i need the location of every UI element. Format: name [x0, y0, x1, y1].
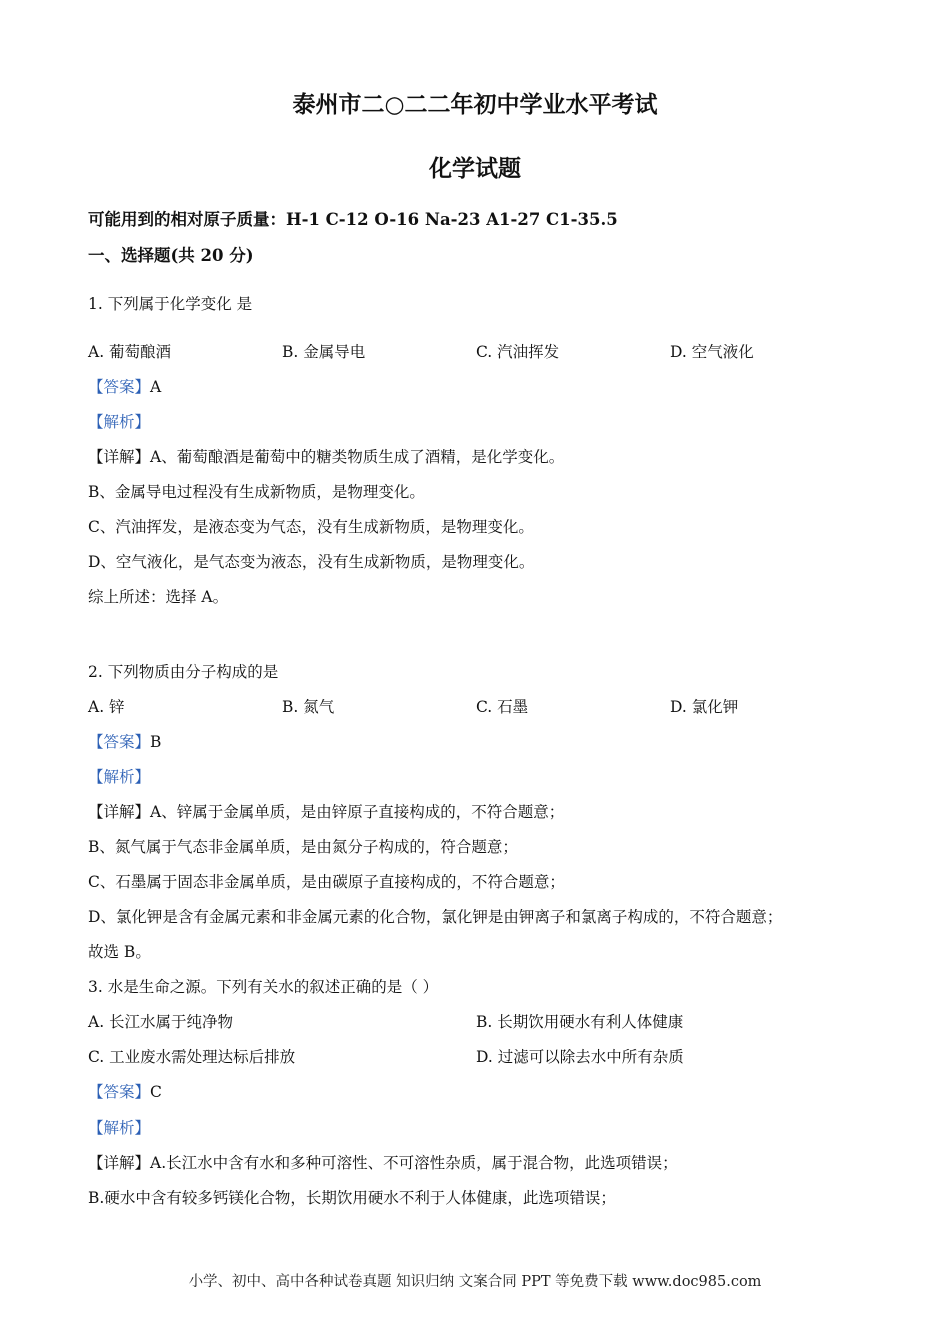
question-2-option-b: B. 氮气 [282, 698, 335, 716]
answer-value: B [150, 733, 162, 751]
answer-value: A [150, 378, 162, 396]
detail-tag: 【详解】 [88, 1154, 151, 1172]
atomic-masses: 可能用到的相对原子质量：H-1 C-12 O-16 Na-23 A1-27 C1-35.5 [88, 210, 618, 229]
detail-line: B、金属导电过程没有生成新物质，是物理变化。 [88, 483, 425, 501]
question-2-option-a: A. 锌 [88, 698, 125, 716]
detail-line: C、汽油挥发，是液态变为气态，没有生成新物质，是物理变化。 [88, 518, 534, 536]
detail-conclusion: 综上所述：选择 A。 [88, 588, 229, 606]
question-1-option-a: A. 葡萄酿酒 [88, 343, 172, 361]
answer-tag: 【答案】 [88, 378, 151, 396]
detail-tag: 【详解】 [88, 448, 151, 466]
question-2-option-c: C. 石墨 [476, 698, 529, 716]
detail-line: D、氯化钾是含有金属元素和非金属元素的化合物，氯化钾是由钾离子和氯离子构成的，不符合题意； [88, 908, 783, 926]
question-1-option-d: D. 空气液化 [670, 343, 754, 361]
page-title: 泰州市二○二二年初中学业水平考试 [292, 91, 658, 118]
question-2-detail [88, 800, 564, 822]
page-subtitle: 化学试题 [429, 155, 521, 182]
question-1-stem: 1. 下列属于化学变化 是 [88, 295, 253, 313]
question-2-answer [88, 730, 161, 752]
question-3-stem: 3. 水是生命之源。下列有关水的叙述正确的是（ ） [88, 978, 439, 996]
question-3-answer [88, 1080, 162, 1102]
detail-line: B、氮气属于气态非金属单质，是由氮分子构成的，符合题意； [88, 838, 518, 856]
detail-line: A.长江水中含有水和多种可溶性、不可溶性杂质，属于混合物，此选项错误； [150, 1154, 678, 1172]
question-1-analysis-tag: 【解析】 [88, 413, 151, 431]
question-2-analysis-tag: 【解析】 [88, 768, 151, 786]
page-footer: 小学、初中、高中各种试卷真题 知识归纳 文案合同 PPT 等免费下载 www.doc985.com [188, 1274, 762, 1290]
question-1-option-c: C. 汽油挥发 [476, 343, 560, 361]
question-3-analysis-tag: 【解析】 [88, 1119, 151, 1137]
detail-line: D、空气液化，是气态变为液态，没有生成新物质，是物理变化。 [88, 553, 535, 571]
detail-line: B.硬水中含有较多钙镁化合物，长期饮用硬水不利于人体健康，此选项错误； [88, 1189, 616, 1207]
question-1-option-b: B. 金属导电 [282, 343, 366, 361]
section-heading: 一、选择题(共 20 分) [88, 246, 254, 265]
question-1-detail [88, 445, 564, 467]
detail-conclusion: 故选 B。 [88, 943, 151, 961]
question-1-answer [88, 375, 161, 397]
answer-tag: 【答案】 [88, 733, 151, 751]
detail-tag: 【详解】 [88, 803, 151, 821]
answer-tag: 【答案】 [88, 1083, 151, 1101]
question-2-option-d: D. 氯化钾 [670, 698, 739, 716]
detail-line: C、石墨属于固态非金属单质，是由碳原子直接构成的，不符合题意； [88, 873, 565, 891]
detail-line: A、葡萄酿酒是葡萄中的糖类物质生成了酒精，是化学变化。 [150, 448, 565, 466]
question-3-option-d: D. 过滤可以除去水中所有杂质 [476, 1048, 684, 1066]
question-3-detail [88, 1151, 678, 1173]
question-3-option-c: C. 工业废水需处理达标后排放 [88, 1048, 296, 1066]
question-2-stem: 2. 下列物质由分子构成的是 [88, 663, 279, 681]
question-3-option-a: A. 长江水属于纯净物 [88, 1013, 234, 1031]
question-3-option-b: B. 长期饮用硬水有利人体健康 [476, 1013, 684, 1031]
answer-value: C [150, 1083, 162, 1101]
detail-line: A、锌属于金属单质，是由锌原子直接构成的，不符合题意； [150, 803, 565, 821]
